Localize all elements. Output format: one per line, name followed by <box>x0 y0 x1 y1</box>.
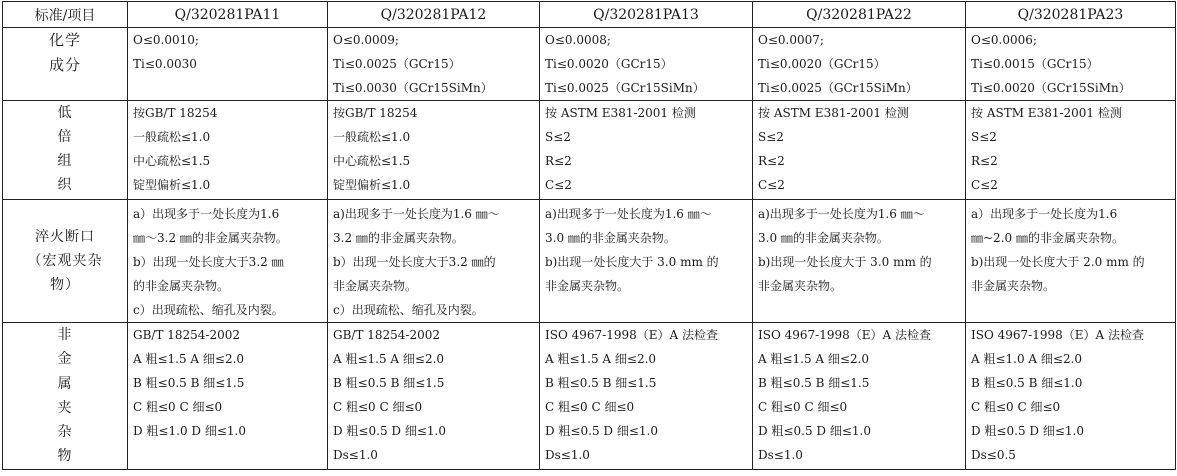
quench-pa11: a）出现多于一处长度为1.6 ㎜～3.2 ㎜的非金属夹杂物。 b）出现一处长度大于3.2 ㎜ 的非金属夹杂物。 c）出现疏松、缩孔及内裂。 <box>128 200 328 323</box>
inclusions-pa11: GB/T 18254-2002 A 粗≤1.5 A 细≤2.0 B 粗≤0.5 B 细≤1.5 C 粗≤0 C 细≤0 D 粗≤1.0 D 细≤1.0 <box>128 323 328 470</box>
chemistry-pa22: O≤0.0007; Ti≤0.0020（GCr15） Ti≤0.0025（GCr15SiMn） <box>753 28 966 101</box>
header-pa23: Q/320281PA23 <box>966 2 1176 28</box>
chemistry-pa13: O≤0.0008; Ti≤0.0020（GCr15） Ti≤0.0025（GCr15SiMn） <box>540 28 753 101</box>
bearing-steel-standards-table <box>2 1 1176 470</box>
macro-pa23: 按 ASTM E381-2001 检测 S≤2 R≤2 C≤2 <box>966 101 1176 200</box>
macro-pa22: 按 ASTM E381-2001 检测 S≤2 R≤2 C≤2 <box>753 101 966 200</box>
quench-row <box>3 200 1176 323</box>
header-standard-item: 标准/项目 <box>3 2 128 28</box>
inclusions-pa23: ISO 4967-1998（E）A 法检查 A 粗≤1.0 A 细≤2.0 B 粗≤0.5 B 细≤1.0 C 粗≤0 C 细≤0 D 粗≤0.5 D 细≤1.0 Ds≤0.5 <box>966 323 1176 470</box>
macro-row <box>3 101 1176 200</box>
header-pa11: Q/320281PA11 <box>128 2 328 28</box>
macro-pa12: 按GB/T 18254 一般疏松≤1.0 中心疏松≤1.5 锭型偏析≤1.0 <box>328 101 540 200</box>
header-pa13: Q/320281PA13 <box>540 2 753 28</box>
header-row <box>3 2 1176 28</box>
header-pa22: Q/320281PA22 <box>753 2 966 28</box>
quench-pa12: a)出现多于一处长度为1.6 ㎜～ 3.2 ㎜的非金属夹杂物。 b）出现一处长度大于3.2 ㎜的 非金属夹杂物。 c）出现疏松、缩孔及内裂。 <box>328 200 540 323</box>
inclusions-label: 非 金 属 夹 杂 物 <box>3 323 128 470</box>
chemistry-pa23: O≤0.0006; Ti≤0.0015（GCr15） Ti≤0.0020（GCr15SiMn） <box>966 28 1176 101</box>
quench-pa23: a）出现多于一处长度为1.6 ㎜~2.0 ㎜的非金属夹杂物。 b)出现一处长度大于 2.0 mm 的 非金属夹杂物。 <box>966 200 1176 323</box>
chemistry-row <box>3 28 1176 101</box>
quench-pa13: a)出现多于一处长度为1.6 ㎜～ 3.0 ㎜的非金属夹杂物。 b)出现一处长度大于 3.0 mm 的 非金属夹杂物。 <box>540 200 753 323</box>
quench-label: 淬火断口 （宏观夹杂 物） <box>3 200 128 323</box>
macro-label: 低 倍 组 织 <box>3 101 128 200</box>
inclusions-pa13: ISO 4967-1998（E）A 法检查 A 粗≤1.5 A 细≤2.0 B 粗≤0.5 B 细≤1.5 C 粗≤0 C 细≤0 D 粗≤0.5 D 细≤1.0 Ds≤1.0 <box>540 323 753 470</box>
chemistry-pa12: O≤0.0009; Ti≤0.0025（GCr15） Ti≤0.0030（GCr15SiMn） <box>328 28 540 101</box>
inclusions-pa12: GB/T 18254-2002 A 粗≤1.5 A 细≤2.0 B 粗≤0.5 B 细≤1.5 C 粗≤0 C 细≤0 D 粗≤0.5 D 细≤1.0 Ds≤1.0 <box>328 323 540 470</box>
macro-pa13: 按 ASTM E381-2001 检测 S≤2 R≤2 C≤2 <box>540 101 753 200</box>
inclusions-pa22: ISO 4967-1998（E）A 法检查 A 粗≤1.5 A 细≤2.0 B 粗≤0.5 B 细≤1.5 C 粗≤0 C 细≤0 D 粗≤0.5 D 细≤1.0 Ds≤1.0 <box>753 323 966 470</box>
header-pa12: Q/320281PA12 <box>328 2 540 28</box>
chemistry-label: 化学 成分 <box>3 28 128 101</box>
chemistry-pa11: O≤0.0010; Ti≤0.0030 <box>128 28 328 101</box>
quench-pa22: a)出现多于一处长度为1.6 ㎜～ 3.0 ㎜的非金属夹杂物。 b)出现一处长度大于 3.0 mm 的 非金属夹杂物。 <box>753 200 966 323</box>
inclusions-row <box>3 323 1176 470</box>
macro-pa11: 按GB/T 18254 一般疏松≤1.0 中心疏松≤1.5 锭型偏析≤1.0 <box>128 101 328 200</box>
